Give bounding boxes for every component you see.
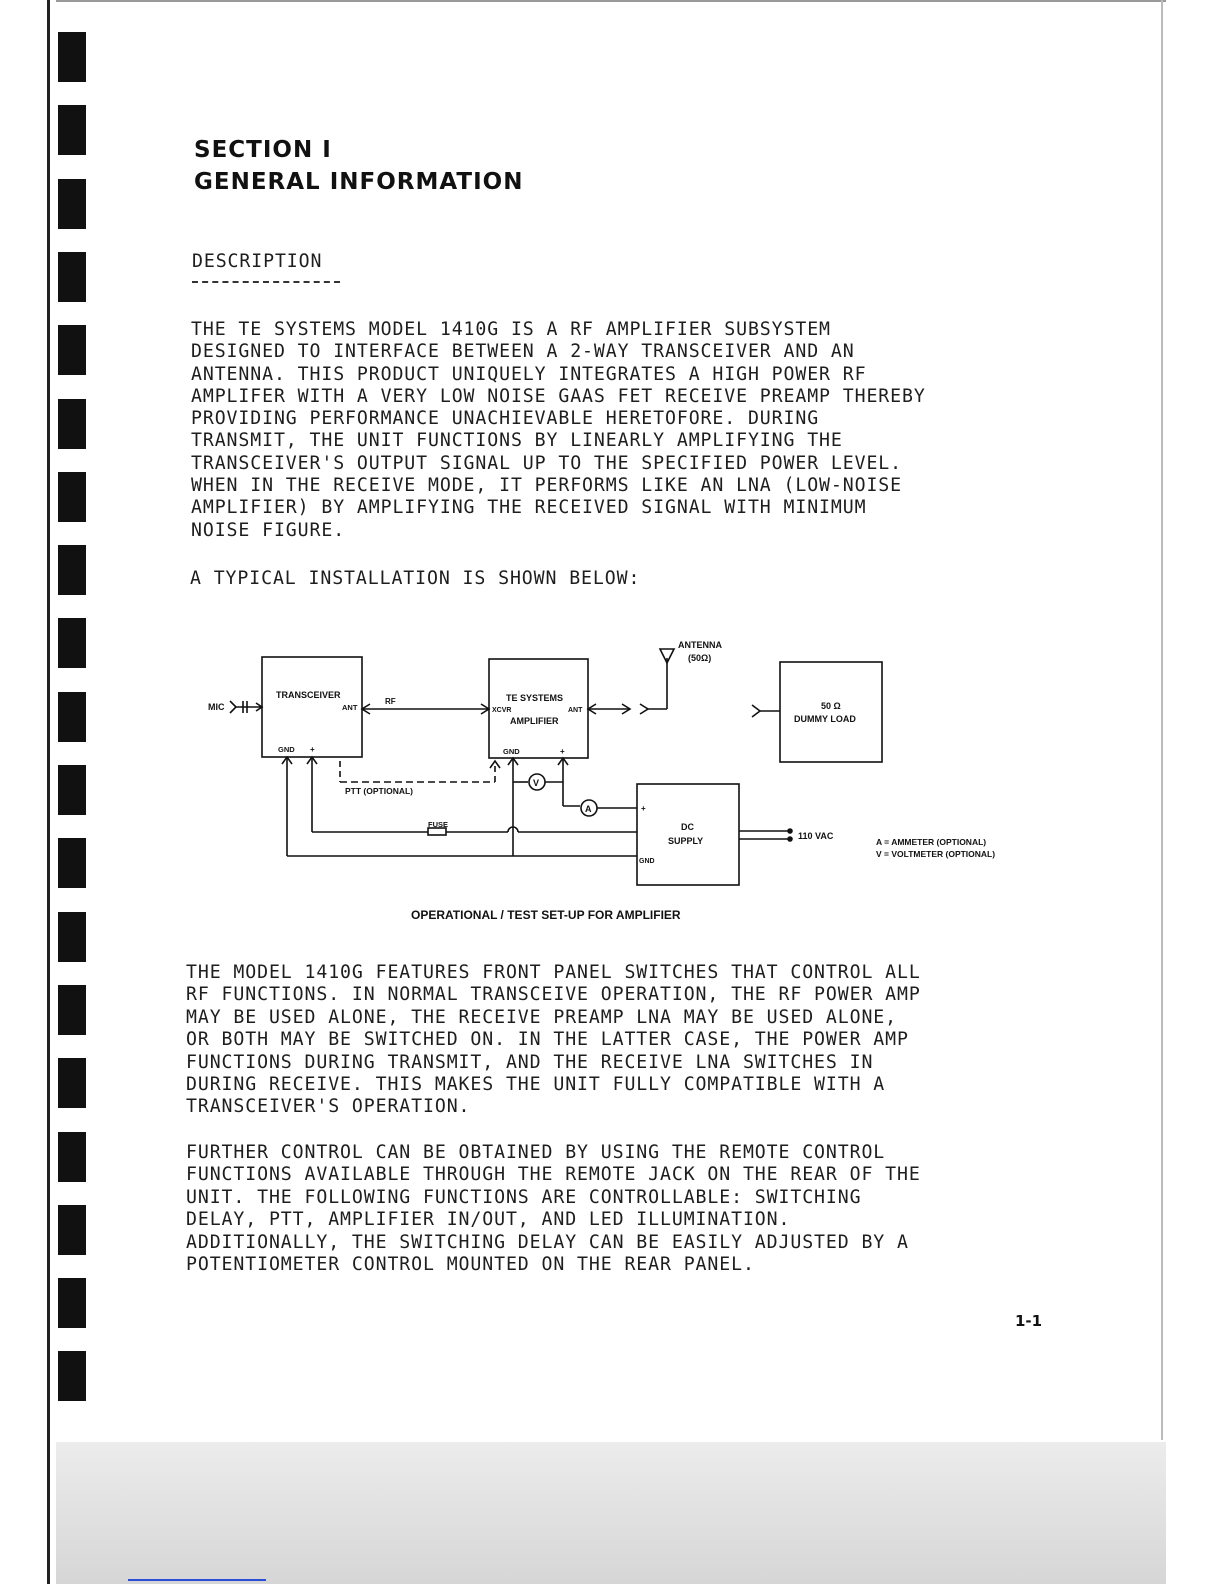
punch-hole (58, 838, 86, 888)
fuse-symbol (428, 828, 446, 835)
dc-supply-label-line1: DC (681, 822, 694, 832)
section-number: SECTION I (194, 137, 332, 163)
dc-gnd-label: GND (639, 858, 655, 865)
punch-hole (58, 912, 86, 962)
text-line: TRANSCEIVER'S OPERATION. (186, 1096, 471, 1118)
punch-hole (58, 985, 86, 1035)
text-line: AMPLIFIER) BY AMPLIFYING THE RECEIVED SIGNAL WITH MINIMUM (191, 497, 867, 519)
mic-label: MIC (208, 702, 225, 712)
antenna-impedance-label: (50Ω) (688, 653, 712, 663)
section-title: GENERAL INFORMATION (194, 169, 524, 195)
text-line: OR BOTH MAY BE SWITCHED ON. IN THE LATTER CASE, THE POWER AMP (186, 1029, 909, 1051)
diagram-caption: OPERATIONAL / TEST SET-UP FOR AMPLIFIER (411, 908, 681, 922)
text-line: RF FUNCTIONS. IN NORMAL TRANSCEIVE OPERATION, THE RF POWER AMP (186, 984, 921, 1006)
punch-hole (58, 472, 86, 522)
text-line: TRANSMIT, THE UNIT FUNCTIONS BY LINEARLY AMPLIFYING THE (191, 430, 843, 452)
voltmeter-letter: V (533, 778, 540, 788)
antenna-label: ANTENNA (678, 640, 722, 650)
punch-hole (58, 1351, 86, 1401)
page-right-edge (1161, 0, 1163, 1440)
text-line: THE MODEL 1410G FEATURES FRONT PANEL SWITCHES THAT CONTROL ALL (186, 962, 921, 983)
legend-voltmeter: V = VOLTMETER (OPTIONAL) (876, 849, 996, 859)
text-line: MAY BE USED ALONE, THE RECEIVE PREAMP LNA MAY BE USED ALONE, (186, 1006, 897, 1028)
amplifier-ant-label: ANT (568, 707, 583, 714)
transceiver-plus-label: + (310, 745, 315, 754)
legend-ammeter: A = AMMETER (OPTIONAL) (876, 837, 987, 847)
punch-hole (58, 399, 86, 449)
transceiver-label: TRANSCEIVER (276, 690, 341, 700)
installation-intro-text: A TYPICAL INSTALLATION IS SHOWN BELOW: (190, 568, 641, 589)
text-line: FURTHER CONTROL CAN BE OBTAINED BY USING THE REMOTE CONTROL (186, 1142, 886, 1163)
punch-hole (58, 1058, 86, 1108)
text-line: DURING RECEIVE. THIS MAKES THE UNIT FULLY COMPATIBLE WITH A (186, 1073, 886, 1095)
amplifier-label-line2: AMPLIFIER (510, 716, 559, 726)
text-line: DELAY, PTT, AMPLIFIER IN/OUT, AND LED ILLUMINATION. (186, 1209, 791, 1231)
amplifier-xcvr-label: XCVR (492, 707, 512, 714)
installation-diagram (200, 630, 1040, 935)
text-line: AMPLIFER WITH A VERY LOW NOISE GAAS FET RECEIVE PREAMP THEREBY (191, 385, 926, 407)
description-paragraph-2 (186, 962, 921, 1119)
dummy-load-label-line2: DUMMY LOAD (794, 714, 856, 724)
ptt-label: PTT (OPTIONAL) (345, 786, 413, 796)
punch-hole (58, 105, 86, 155)
amplifier-gnd-label: GND (503, 747, 520, 756)
dummy-load-label-line1: 50 Ω (821, 701, 841, 711)
description-paragraph-3 (186, 1142, 921, 1276)
transceiver-ant-label: ANT (342, 703, 358, 712)
amplifier-plus-label: + (560, 747, 565, 756)
text-line: DESIGNED TO INTERFACE BETWEEN A 2-WAY TRANSCEIVER AND AN (191, 341, 855, 363)
page-top-edge (56, 0, 1166, 2)
dc-supply-box (637, 784, 739, 885)
punch-hole (58, 1205, 86, 1255)
punch-hole (58, 545, 86, 595)
text-line: WHEN IN THE RECEIVE MODE, IT PERFORMS LIKE AN LNA (LOW-NOISE (191, 475, 902, 497)
transceiver-gnd-label: GND (278, 745, 295, 754)
dc-plus-label: + (641, 804, 646, 813)
text-line: UNIT. THE FOLLOWING FUNCTIONS ARE CONTROLLABLE: SWITCHING (186, 1186, 862, 1208)
installation-intro (190, 568, 640, 590)
mic-connector (230, 701, 236, 713)
description-heading (192, 251, 322, 273)
ammeter-letter: A (585, 804, 592, 814)
rf-label: RF (385, 697, 396, 706)
text-line: TRANSCEIVER'S OUTPUT SIGNAL UP TO THE SPECIFIED POWER LEVEL. (191, 452, 902, 474)
text-line: ANTENNA. THIS PRODUCT UNIQUELY INTEGRATES A HIGH POWER RF (191, 363, 867, 385)
dummy-load-box (780, 662, 882, 762)
fuse-label: FUSE (428, 820, 449, 829)
description-underline (192, 281, 340, 283)
description-paragraph-1 (191, 319, 926, 542)
punch-hole (58, 325, 86, 375)
page-number: 1-1 (1015, 1312, 1043, 1330)
punch-hole (58, 1278, 86, 1328)
punch-hole (58, 252, 86, 302)
punch-hole (58, 692, 86, 742)
text-line: THE TE SYSTEMS MODEL 1410G IS A RF AMPLIFIER SUBSYSTEM (191, 319, 831, 340)
punch-hole (58, 32, 86, 82)
binding-edge (47, 0, 50, 1584)
scan-shadow (56, 1442, 1166, 1584)
text-line: ADDITIONALLY, THE SWITCHING DELAY CAN BE EASILY ADJUSTED BY A (186, 1231, 909, 1253)
description-heading-text: DESCRIPTION (192, 251, 323, 272)
scan-artifact-line (128, 1579, 266, 1581)
punch-hole (58, 618, 86, 668)
text-line: PROVIDING PERFORMANCE UNACHIEVABLE HERETOFORE. DURING (191, 408, 820, 430)
punch-hole (58, 179, 86, 229)
dc-supply-label-line2: SUPPLY (668, 836, 704, 846)
text-line: FUNCTIONS AVAILABLE THROUGH THE REMOTE JACK ON THE REAR OF THE (186, 1164, 921, 1186)
text-line: POTENTIOMETER CONTROL MOUNTED ON THE REAR PANEL. (186, 1253, 755, 1275)
text-line: NOISE FIGURE. (191, 519, 346, 541)
punch-hole (58, 1132, 86, 1182)
text-line: FUNCTIONS DURING TRANSMIT, AND THE RECEIVE LNA SWITCHES IN (186, 1051, 874, 1073)
amplifier-label-line1: TE SYSTEMS (506, 693, 564, 703)
punch-hole (58, 765, 86, 815)
ac-input-label: 110 VAC (798, 831, 834, 841)
binding-margin (0, 0, 50, 1584)
